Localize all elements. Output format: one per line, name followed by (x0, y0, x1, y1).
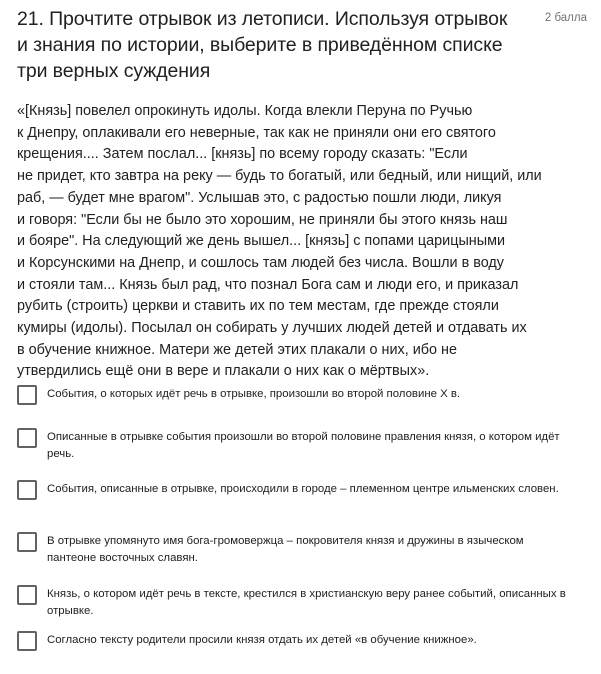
checkbox[interactable] (17, 480, 37, 500)
checkbox[interactable] (17, 428, 37, 448)
option-label: Согласно тексту родители просили князя отдать их детей «в обучение книжное». (47, 634, 477, 646)
option-label: Князь, о котором идёт речь в тексте, крестился в христианскую веру ранее событий, описанных в отрывке. (47, 588, 566, 617)
checkbox[interactable] (17, 631, 37, 651)
question-title: 21. Прочтите отрывок из летописи. Используя отрывок и знания по истории, выберите в приведённом списке три верных суждения (17, 8, 508, 82)
option-checkbox-1[interactable] (17, 386, 577, 405)
option-label: В отрывке упомянуто имя бога-громовержца – покровителя князя и дружины в языческом пантеоне восточных славян. (47, 535, 524, 564)
option-checkbox-5[interactable] (17, 586, 577, 619)
option-label: События, о которых идёт речь в отрывке, произошли во второй половине X в. (47, 388, 461, 400)
option-label: События, описанные в отрывке, происходили в городе – племенном центре ильменских словен. (47, 483, 559, 495)
option-checkbox-6[interactable] (17, 632, 577, 651)
option-label: Описанные в отрывке события произошли во второй половине правления князя, о котором идёт речь. (47, 431, 560, 460)
chronicle-passage: «[Князь] повелел опрокинуть идолы. Когда влекли Перуна по Ручью к Днепру, оплакивали его неверные, так как не приняли они его святого крещения.... Затем послал... [князь] по всему городу сказать: "Если не придет, кто завтра на реку — будь то богатый, или бедный, или нищий, или раб, — будет мне врагом". Услышав это, с радостью пошли люди, ликуя и говоря: "Если бы не было это хорошим, не приняли бы этого князь наш и бояре". На следующий же день вышел... [князь] с попами царицыными и Корсунскими на Днепр, и сошлось там людей без числа. Вошли в воду и стояли там... Князь был рад, что познал Бога сам и люди его, и приказал рубить (строить) церкви и ставить их по тем местам, где прежде стояли кумиры (идолы). Посылал он собирать у лучших людей детей и отдавать их в обучение книжное. Матери же детей этих плакали о них, ибо не утвердились ещё они в вере и плакали о них как о мёртвых». (17, 103, 542, 380)
checkbox[interactable] (17, 585, 37, 605)
checkbox[interactable] (17, 385, 37, 405)
option-checkbox-4[interactable] (17, 533, 577, 566)
checkbox[interactable] (17, 532, 37, 552)
option-checkbox-2[interactable] (17, 429, 577, 462)
option-checkbox-3[interactable] (17, 481, 577, 500)
points-badge: 2 балла (544, 12, 587, 24)
